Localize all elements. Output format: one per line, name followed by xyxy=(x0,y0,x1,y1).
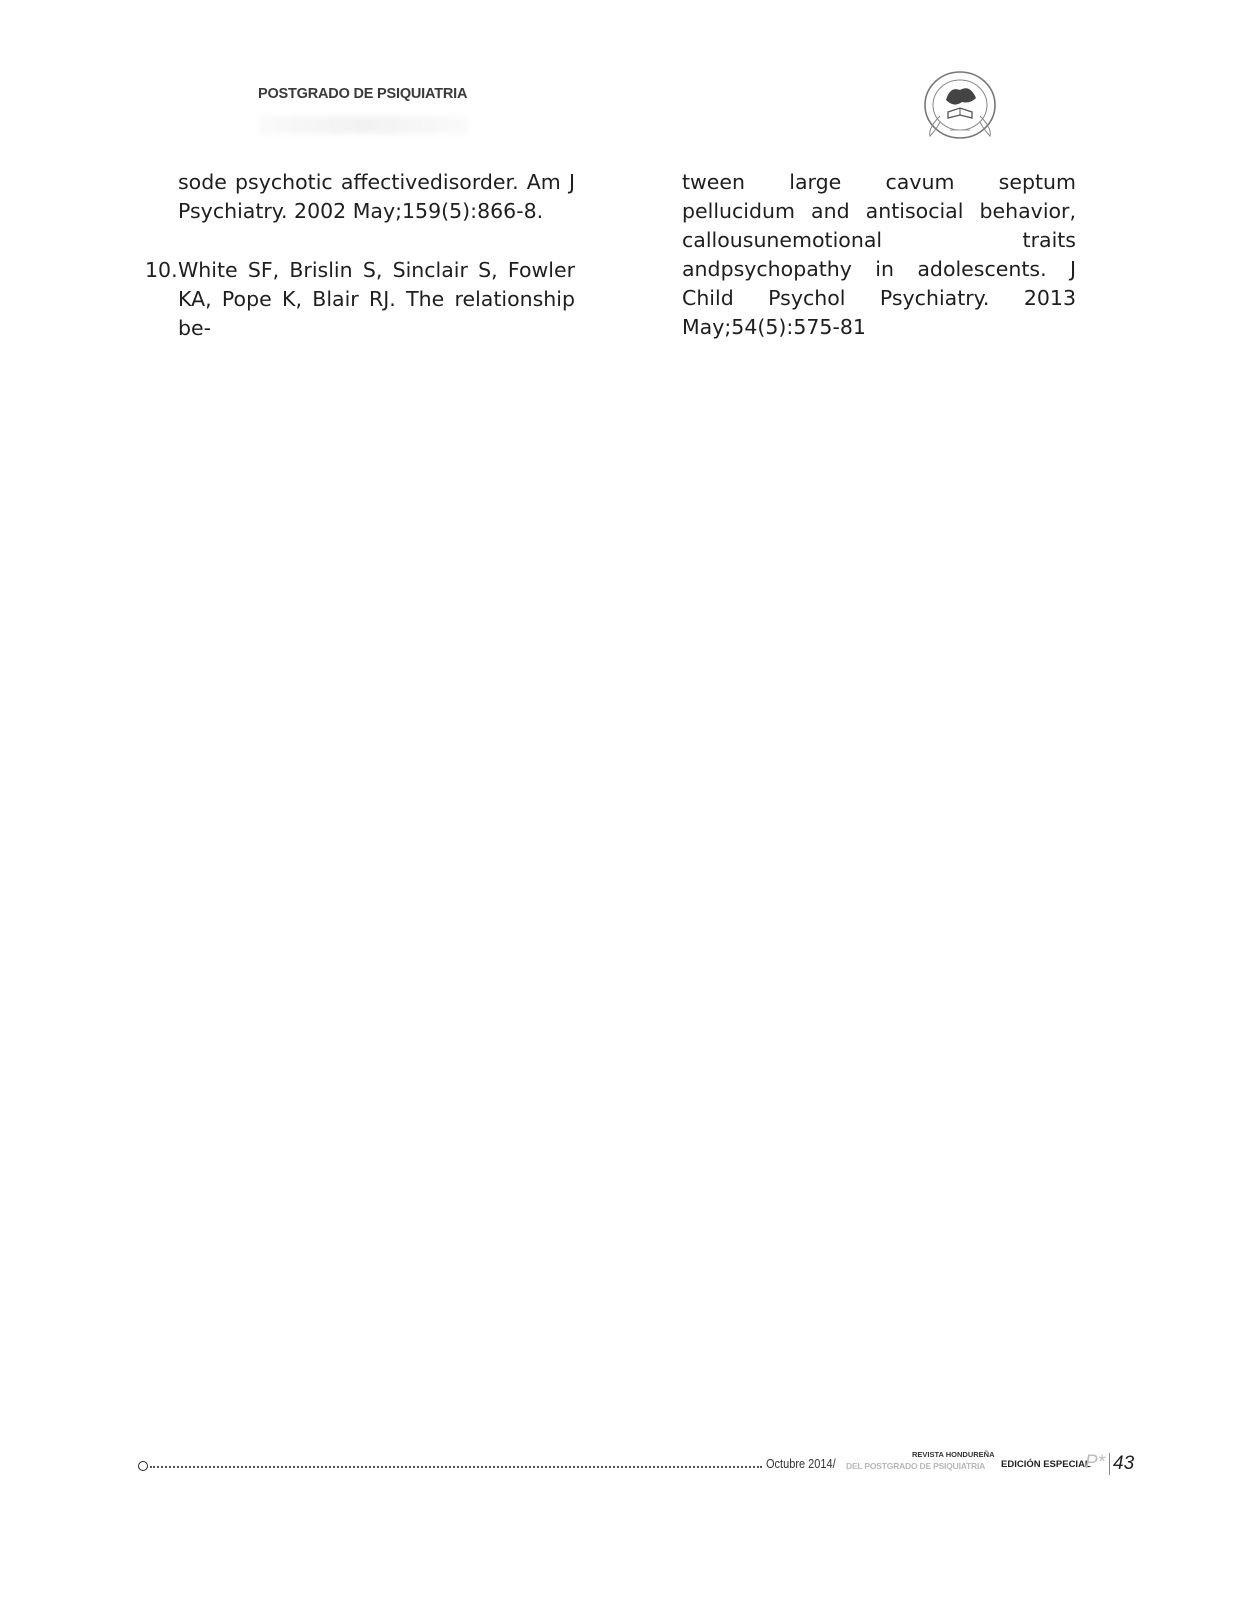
reference-text: White SF, Brislin S, Sinclair S, Fowler KA, Pope K, Blair RJ. The relationship be- xyxy=(178,258,575,340)
reference-text-continued: tween large cavum septum pellucidum and antisocial behavior, callousunemotional traits andpsychopathy in adolescents. J Child Psychol Psychiatry. 2013 May;54(5):575-81 xyxy=(682,170,1076,339)
footer-date: Octubre 2014/ xyxy=(766,1457,836,1471)
institution-seal-logo xyxy=(920,70,1004,144)
header-scan-shadow xyxy=(258,116,468,134)
left-text-column xyxy=(145,168,575,343)
footer-edition: EDICIÓN ESPECIAL xyxy=(1001,1459,1091,1470)
page-number: 43 xyxy=(1113,1453,1135,1474)
footer-journal-logo-icon: P* xyxy=(1085,1452,1106,1473)
reference-continuation: sode psychotic affectivedisorder. Am J Psychiatry. 2002 May;159(5):866-8. xyxy=(178,170,575,223)
right-text-column xyxy=(682,168,1076,342)
footer-journal-subtitle: DEL POSTGRADO DE PSIQUIATRIA xyxy=(846,1461,986,1471)
footer-dotted-rule xyxy=(150,1466,762,1468)
running-header-title: POSTGRADO DE PSIQUIATRIA xyxy=(258,86,468,102)
reference-number: 10. xyxy=(145,258,178,282)
footer-journal-name: REVISTA HONDUREÑA xyxy=(912,1450,995,1459)
footer-divider xyxy=(1109,1453,1110,1475)
footer-circle-icon xyxy=(138,1461,148,1471)
reference-item-10 xyxy=(145,256,575,343)
page-footer xyxy=(138,1450,1148,1480)
